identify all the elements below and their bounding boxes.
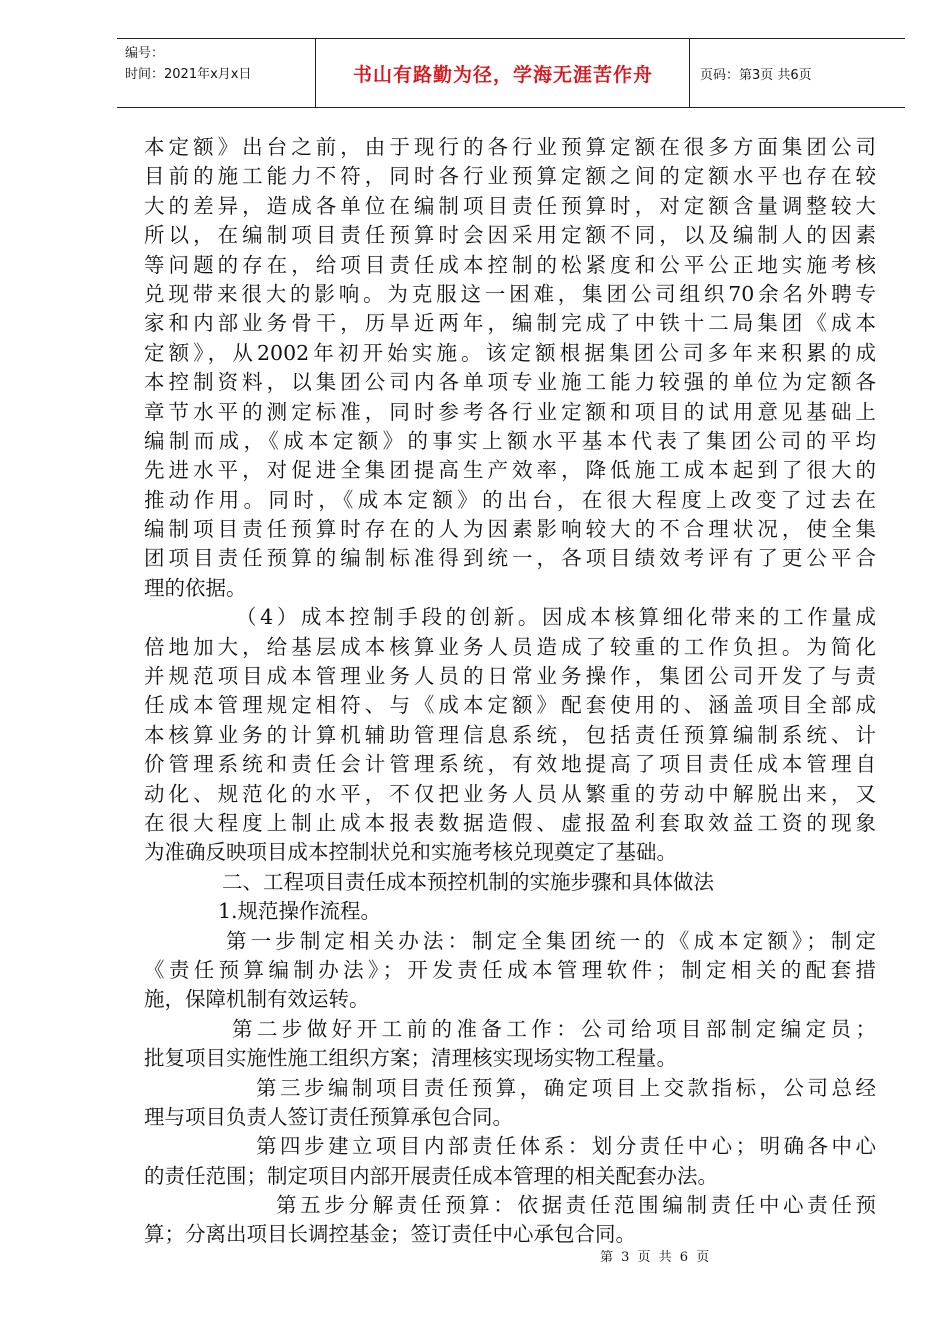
text-line: 大的差异，造成各单位在编制项目责任预算时，对定额含量调整较大 [144, 193, 876, 218]
text-line: 编制而成，《成本定额》的事实上额水平基本代表了集团公司的平均 [144, 428, 876, 453]
text-line: 本控制资料，以集团公司内各单项专业施工能力较强的单位为定额各 [144, 370, 876, 395]
text-line: 《责任预算编制办法》；开发责任成本管理软件；制定相关的配套措 [144, 957, 876, 982]
text-line: 第一步制定相关办法：制定全集团统一的《成本定额》；制定 [226, 928, 876, 953]
header-page-info: 页码：第3页 共6页 [700, 67, 812, 83]
text-line: 编制项目责任预算时存在的人为因素影响较大的不合理状况，使全集 [144, 517, 876, 542]
text-line: 施，保障机制有效运转。 [144, 987, 370, 1012]
text-line: 理与项目负责人签订责任预算承包合同。 [144, 1104, 513, 1129]
text-line: 第四步建立项目内部责任体系：划分责任中心；明确各中心 [256, 1134, 876, 1159]
header-divider [315, 39, 316, 107]
header-motto: 书山有路勤为径，学海无涯苦作舟 [352, 63, 653, 86]
text-line: 任成本管理规定相符、与《成本定额》配套使用的、涵盖项目全部成 [144, 693, 876, 718]
text-line: 的责任范围；制定项目内部开展责任成本管理的相关配套办法。 [144, 1163, 718, 1188]
text-line: 倍地加大，给基层成本核算业务人员造成了较重的工作负担。为简化 [144, 634, 876, 659]
text-line: （4）成本控制手段的创新。因成本核算细化带来的工作量成 [236, 605, 876, 630]
text-line: 本定额》出台之前，由于现行的各行业预算定额在很多方面集团公司 [144, 135, 876, 159]
text-line: 价管理系统和责任会计管理系统，有效地提高了项目责任成本管理自 [144, 752, 876, 777]
page-footer: 第 3 页 共 6 页 [600, 1250, 712, 1265]
text-line: 推动作用。同时，《成本定额》的出台，在很大程度上改变了过去在 [144, 487, 876, 512]
text-line: 批复项目实施性施工组织方案；清理核实现场实物工程量。 [144, 1046, 677, 1071]
text-line: 理的依据。 [144, 575, 247, 600]
text-line: 所以，在编制项目责任预算时会因采用定额不同，以及编制人的因素 [144, 223, 876, 248]
header-divider [689, 39, 690, 107]
document-header [117, 38, 905, 108]
document-body [144, 133, 876, 1250]
text-line: 定额》，从2002年初开始实施。该定额根据集团公司多年来积累的成 [144, 340, 876, 365]
text-line: 本核算业务的计算机辅助管理信息系统，包括责任预算编制系统、计 [144, 722, 876, 747]
text-line: 团项目责任预算的编制标准得到统一，各项目绩效考评有了更公平合 [144, 546, 876, 571]
text-line: 目前的施工能力不符，同时各行业预算定额之间的定额水平也存在较 [144, 164, 876, 189]
text-line: 家和内部业务骨干，历旱近两年，编制完成了中铁十二局集团《成本 [144, 311, 876, 336]
number-label: 编号： [125, 46, 165, 61]
text-line: 为准确反映项目成本控制状兑和实施考核兑现奠定了基础。 [144, 840, 677, 865]
text-line: 章节水平的测定标准，同时参考各行业定额和项目的试用意见基础上 [144, 399, 876, 424]
text-line: 兑现带来很大的影响。为克服这一困难，集团公司组织70余名外聘专 [144, 281, 876, 306]
text-line: 等问题的存在，给项目责任成本控制的松紧度和公平公正地实施考核 [144, 252, 876, 277]
text-line: 在很大程度上制止成本报表数据造假、虚报盈利套取效益工资的现象 [144, 810, 876, 835]
text-line: 先进水平，对促进全集团提高生产效率，降低施工成本起到了很大的 [144, 458, 876, 483]
text-line: 算；分离出项目长调控基金；签订责任中心承包合同。 [144, 1222, 636, 1247]
header-meta [125, 43, 315, 85]
text-line: 动化、规范化的水平，不仅把业务人员从繁重的劳动中解脱出来，又 [144, 781, 876, 806]
text-line: 第五步分解责任预算：依据责任范围编制责任中心责任预 [276, 1193, 876, 1218]
subsection-heading: 1.规范操作流程。 [218, 899, 382, 924]
text-line: 第三步编制项目责任预算，确定项目上交款指标，公司总经 [256, 1075, 876, 1100]
text-line: 并规范项目成本管理业务人员的日常业务操作，集团公司开发了与责 [144, 664, 876, 689]
text-line: 第二步做好开工前的准备工作：公司给项目部制定编定员； [232, 1016, 876, 1041]
time-label: 时间：2021年x月x日 [125, 67, 252, 82]
section-heading: 二、工程项目责任成本预控机制的实施步骤和具体做法 [222, 869, 714, 894]
